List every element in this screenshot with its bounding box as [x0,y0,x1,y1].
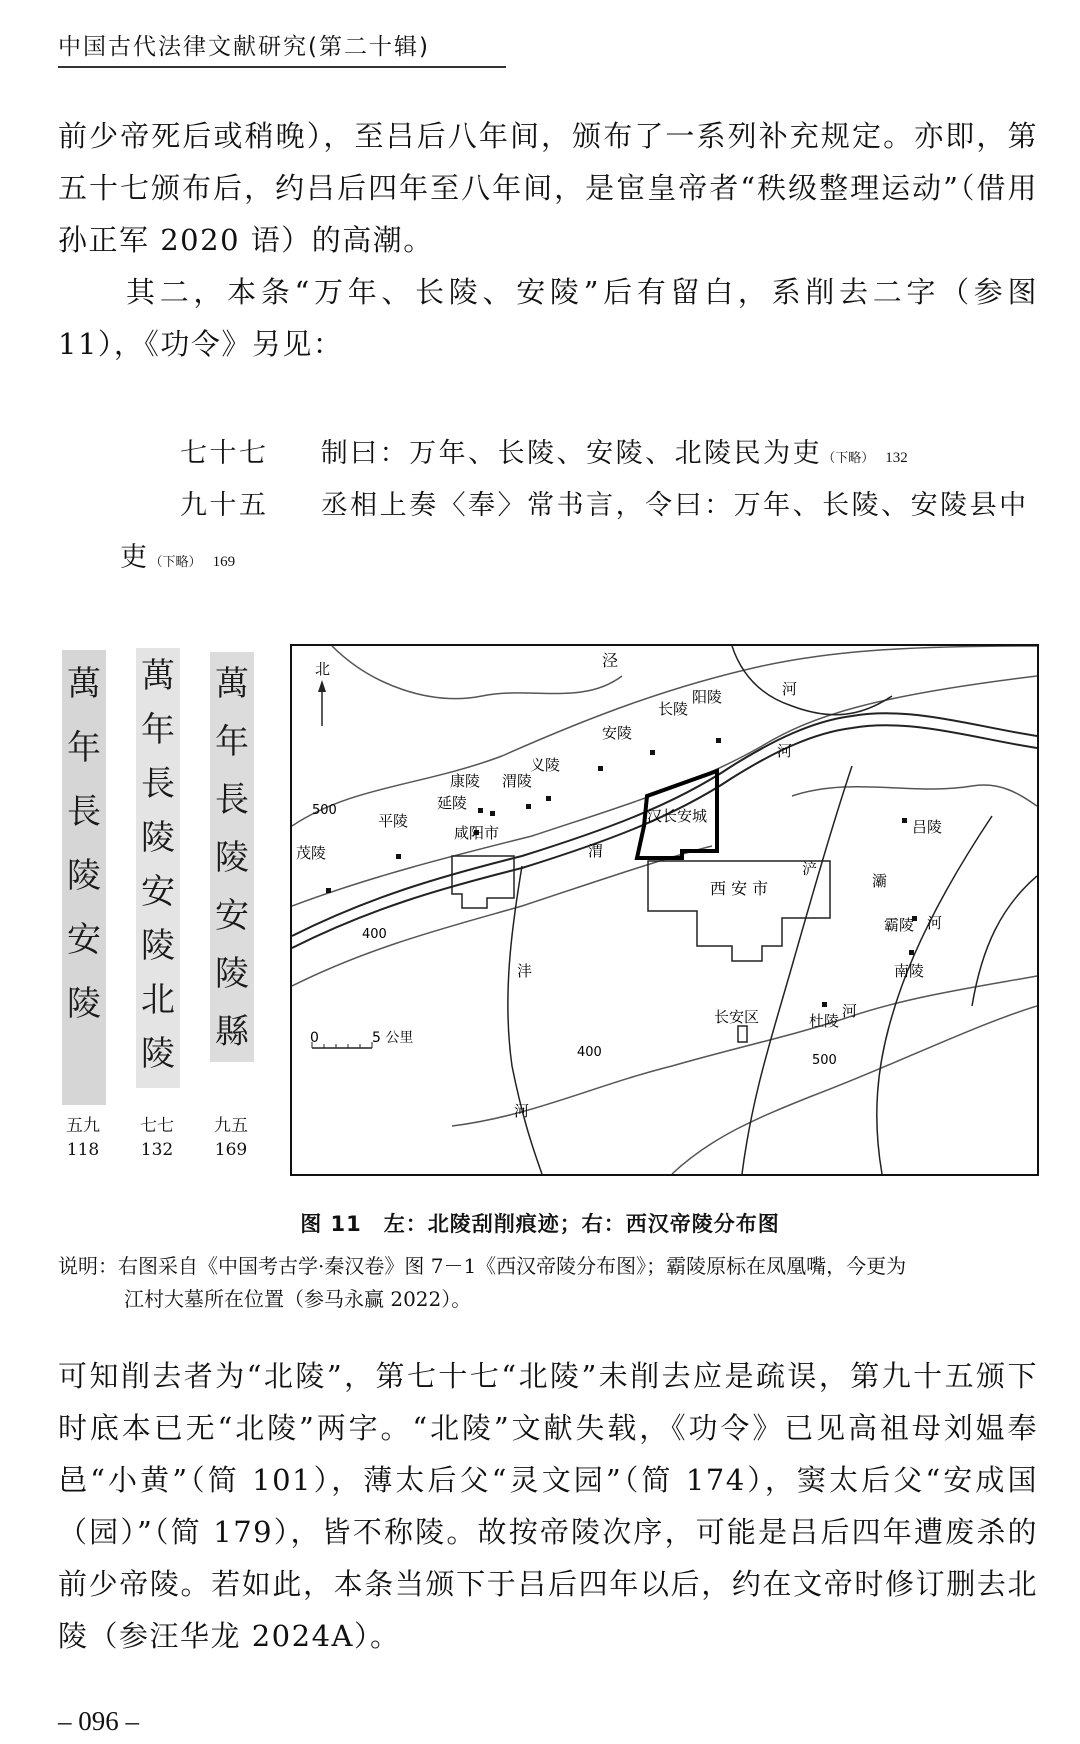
strip-77-char: 陵 [141,926,175,966]
strip-77-label-ref: 132 [140,1140,174,1160]
quote-95-number: 九十五 [180,490,269,521]
chan-river [742,766,852,1174]
contour-label: 500 [812,1053,837,1068]
strip-77-label-num: 七七 [140,1116,174,1136]
strip-95-char: 萬 [215,664,249,704]
city-xianyang: 咸阳市 [454,824,500,842]
strip-95-char: 陵 [215,954,249,994]
he-label-wei: 河 [777,742,793,760]
tomb-marker [902,818,907,823]
strip-95-char: 長 [215,780,249,820]
quote-95-note: （下略） [149,555,202,570]
strip-95-char: 年 [215,722,249,762]
strip-59-char: 陵 [67,856,101,896]
north-label: 北 [315,660,331,678]
ba-label: 灞 [872,872,888,890]
contour-line [672,1006,1037,1174]
strip-77-char: 陵 [141,818,175,858]
strip-59-char: 萬 [67,664,101,704]
strip-77-char: 年 [141,710,175,750]
he-label-jing: 河 [782,680,798,698]
tomb-marker [478,808,483,813]
quote-77-number: 七十七 [180,438,269,469]
site-pingling: 平陵 [378,812,409,830]
strip-59-label-num: 五九 [66,1116,100,1136]
tomb-marker [326,888,331,893]
wei-label: 渭 [588,842,604,860]
tomb-marker [650,750,655,755]
scale-five: 5 公里 [372,1030,414,1046]
strip-95-char: 縣 [215,1012,249,1052]
quote-95-text: 丞相上奏〈奉〉常书言，令曰：万年、长陵、安陵县中 [320,490,1029,521]
site-yangling: 阳陵 [692,688,723,706]
xianyang-outline [452,856,514,908]
tomb-marker [909,950,914,955]
site-anling: 安陵 [602,724,633,742]
strip-77-label [122,1114,192,1162]
map-frame [290,644,1039,1176]
strip-77-char: 萬 [141,656,175,696]
paragraph-2: 其二，本条“万年、长陵、安陵”后有留白，系削去二字（参图 11），《功令》另见： [58,275,1038,361]
he-label-ba: 河 [927,914,943,932]
western-han-tombs-map [292,646,1037,1174]
site-baling: 霸陵 [884,916,915,934]
ba-river-branch [972,876,1037,1006]
site-kangling: 康陵 [450,772,481,790]
page-number: – 096 – [58,1706,139,1736]
site-nanling: 南陵 [894,962,925,980]
paragraph-1: 前少帝死后或稍晚），至吕后八年间，颁布了一系列补充规定。亦即，第五十七颁布后，约吕后四年至八年间，是宦皇帝者“秩级整理运动”（借用孙正军 2020 语）的高潮。 [58,119,1038,257]
strip-95-char: 安 [215,896,249,936]
strip-59-char: 安 [67,920,101,960]
strip-77 [136,648,180,1088]
strip-95-label-num: 九五 [214,1116,248,1136]
site-changling: 长陵 [658,700,689,718]
jing-label: 泾 [602,651,619,670]
strip-59 [62,650,106,1105]
strip-95-label [196,1114,266,1162]
feng-river [508,866,542,1174]
running-header: 中国古代法律文献研究(第二十辑) [58,34,430,60]
north-arrow-head [318,680,326,692]
he-label-chan: 河 [842,1002,858,1020]
site-weiling: 渭陵 [502,772,533,790]
scale-zero: 0 [310,1030,319,1046]
city-changan-district: 长安区 [714,1008,760,1026]
header-rule [58,66,506,68]
contour-line [792,785,1037,806]
contour-label: 400 [362,927,387,942]
quote-95 [180,480,1040,532]
strip-59-label [48,1114,118,1162]
site-duling: 杜陵 [809,1012,840,1030]
strip-77-char: 長 [141,764,175,804]
strip-95-char: 陵 [215,838,249,878]
site-yanling: 延陵 [437,794,468,812]
strip-59-label-ref: 118 [66,1140,100,1160]
tomb-marker [546,796,551,801]
city-xian: 西 安 市 [710,879,769,898]
figure-note-line-2: 江村大墓所在位置（参马永赢 2022）。 [124,1287,472,1311]
city-han-changan: 汉长安城 [647,807,708,825]
chan-label: 浐 [802,860,818,878]
paragraph-3: 可知削去者为“北陵”，第七十七“北陵”未削去应是疏误，第九十五颁下时底本已无“北陵”两字。“北陵”文献失载，《功令》已见高祖母刘媪奉邑“小黄”（简 101），薄太后父“灵文园”（简 174），窦太后父“安成国（园）”（简 179），皆不称陵。故按帝陵次序，可能是吕后四年遭废杀的前少帝陵。若如此，本条当颁下于吕后四年以后，约在文帝时修订删去北陵（参汪华龙 2024A）。 [58,1359,1038,1653]
quote-95-ref: 169 [212,554,236,570]
strip-77-char: 安 [141,872,175,912]
feng-label: 沣 [517,962,533,980]
strip-59-char: 陵 [67,984,101,1024]
site-luling: 吕陵 [912,818,943,836]
contour-label: 500 [312,803,337,818]
wei-river-bank [292,725,1037,948]
site-yiling: 义陵 [530,756,561,774]
contour-line [452,976,1037,1126]
tomb-marker [396,854,401,859]
contour-line [332,646,622,699]
contour-label: 400 [577,1045,602,1060]
tomb-marker [490,811,495,816]
quote-77 [180,428,1080,485]
tomb-marker [598,766,603,771]
figure-note [58,1250,1038,1316]
strip-77-char: 北 [141,980,175,1020]
quote-95-cont: 吏 [120,542,150,573]
quote-77-ref: 132 [885,450,908,466]
contour-line [292,646,1037,826]
tomb-marker [526,804,531,809]
contour-line [292,846,712,986]
strip-95 [210,652,254,1062]
tomb-marker [822,1002,827,1007]
quote-95-continued [120,532,1040,589]
changan-marker [738,1026,747,1042]
strip-95-label-ref: 169 [214,1140,248,1160]
figure-note-line-1: 说明：右图采自《中国考古学·秦汉卷》图 7－1《西汉帝陵分布图》；霸陵原标在凤凰嘴，今更为 [58,1254,907,1278]
tomb-marker [716,738,721,743]
strip-77-char: 陵 [141,1034,175,1074]
figure-caption: 图 11 左：北陵刮削痕迹；右：西汉帝陵分布图 [300,1212,780,1236]
quote-77-text: 制曰：万年、长陵、安陵、北陵民为吏 [320,438,823,469]
quote-77-note: （下略） [822,451,875,466]
strip-59-char: 年 [67,728,101,768]
strip-59-char: 長 [67,792,101,832]
site-maoling: 茂陵 [296,844,327,862]
he-label-feng: 河 [514,1102,530,1120]
